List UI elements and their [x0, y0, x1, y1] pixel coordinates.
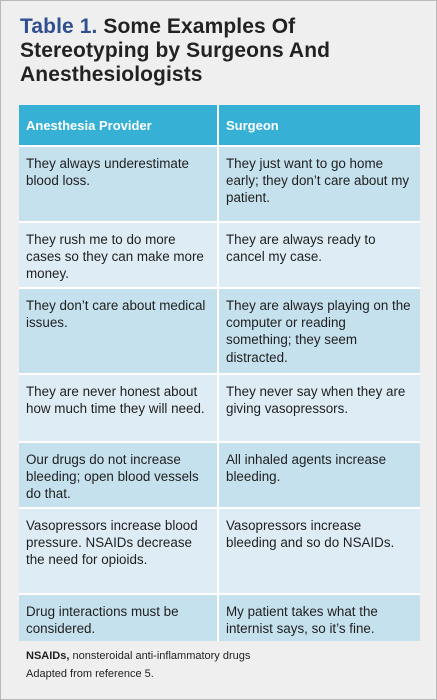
- table-row: [19, 507, 420, 593]
- anesthesia-cell: They are never honest about how much time they will need.: [19, 373, 219, 441]
- anesthesia-cell: Drug interactions must be considered.: [19, 593, 219, 641]
- table-title-text: Some Examples Of Stereotyping by Surgeons And Anesthesiologists: [20, 15, 331, 86]
- table-title: [20, 15, 420, 87]
- abbreviation-term: NSAIDs,: [26, 650, 70, 662]
- surgeon-cell: All inhaled agents increase bleeding.: [219, 441, 420, 507]
- surgeon-cell: My patient takes what the internist says, so it’s fine.: [219, 593, 420, 641]
- anesthesia-cell: They rush me to do more cases so they can make more money.: [19, 221, 219, 287]
- abbreviation-note: [26, 647, 426, 665]
- surgeon-cell: They never say when they are giving vasopressors.: [219, 373, 420, 441]
- anesthesia-cell: They don’t care about medical issues.: [19, 287, 219, 373]
- header-anesthesia-provider: Anesthesia Provider: [19, 105, 219, 145]
- stereotypes-table: [19, 105, 420, 641]
- table-row: [19, 221, 420, 287]
- anesthesia-cell: Our drugs do not increase bleeding; open blood vessels do that.: [19, 441, 219, 507]
- header-surgeon: Surgeon: [219, 105, 420, 145]
- table-number: Table 1.: [20, 15, 98, 38]
- table-row: [19, 593, 420, 641]
- table-header-row: [19, 105, 420, 145]
- anesthesia-cell: They always underestimate blood loss.: [19, 145, 219, 221]
- table-row: [19, 145, 420, 221]
- anesthesia-cell: Vasopressors increase blood pressure. NSAIDs decrease the need for opioids.: [19, 507, 219, 593]
- surgeon-cell: Vasopressors increase bleeding and so do NSAIDs.: [219, 507, 420, 593]
- table-row: [19, 441, 420, 507]
- table-row: [19, 287, 420, 373]
- abbreviation-definition: nonsteroidal anti-inflammatory drugs: [69, 650, 251, 662]
- surgeon-cell: They are always playing on the computer or reading something; they seem distracted.: [219, 287, 420, 373]
- table-row: [19, 373, 420, 441]
- table-footnote: [26, 647, 426, 683]
- surgeon-cell: They just want to go home early; they don’t care about my patient.: [219, 145, 420, 221]
- surgeon-cell: They are always ready to cancel my case.: [219, 221, 420, 287]
- source-note: Adapted from reference 5.: [26, 668, 154, 680]
